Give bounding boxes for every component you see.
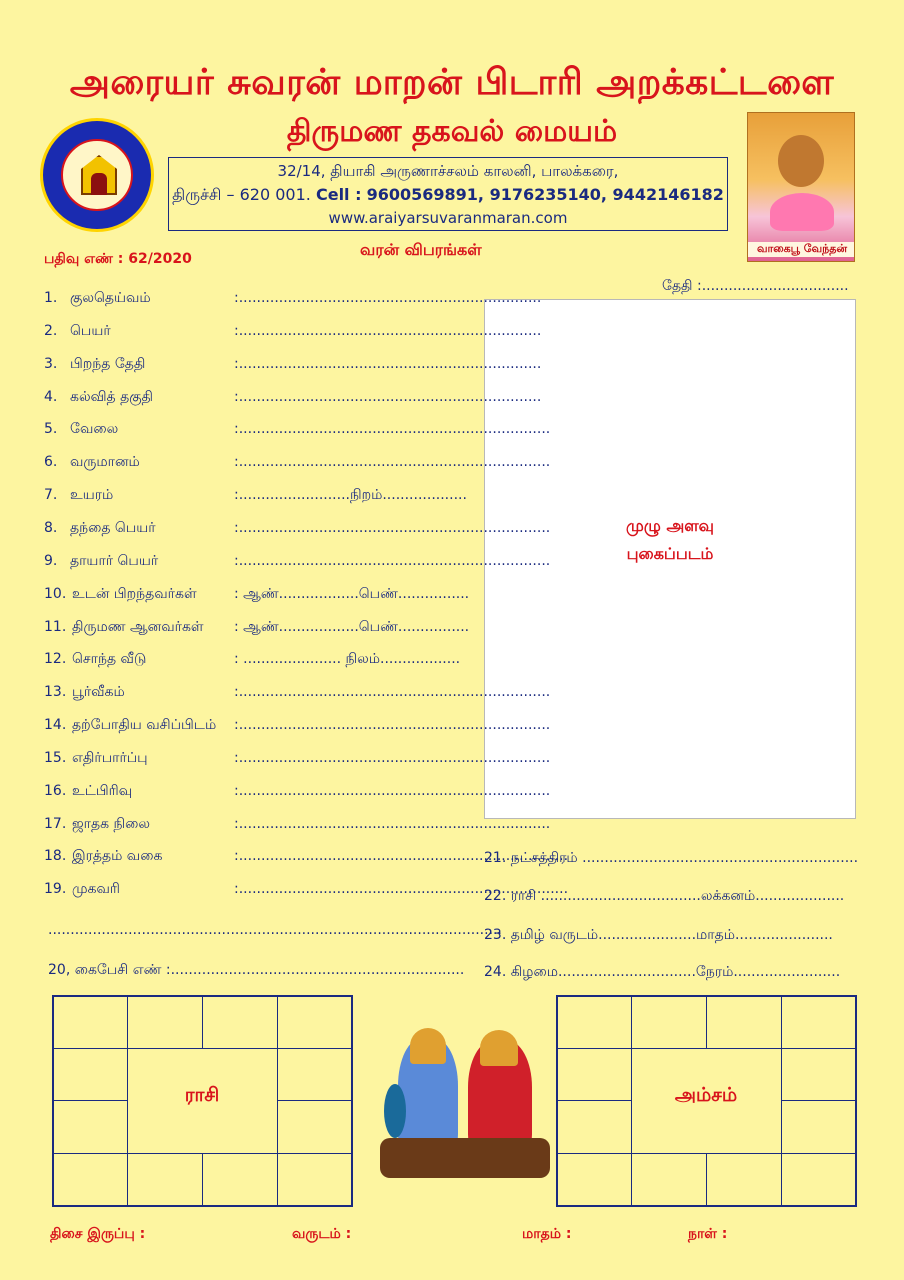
form-row[interactable] (44, 881, 569, 901)
field-number: 2. (44, 322, 58, 339)
trust-name: அரையர் சுவரன் மாறன் பிடாரி அறக்கட்டளை (69, 62, 835, 103)
field-value-line[interactable]: :...................................................................... (234, 749, 551, 766)
field-number: 13. (44, 684, 67, 701)
form-row[interactable] (44, 552, 551, 573)
field-number: 6. (44, 454, 58, 471)
form-row[interactable] (44, 454, 551, 474)
field-label: உடன் பிறந்தவர்கள் (72, 585, 197, 602)
section-title: வரன் விபரங்கள் (360, 240, 482, 259)
field-number: 14. (44, 717, 67, 734)
footer-day: நாள் : (688, 1226, 728, 1242)
cell-numbers: 9600569891, 9176235140, 9442146182 (366, 185, 724, 204)
chart-cell (557, 1048, 632, 1101)
field-value-line[interactable]: : ஆண்..................பெண்................ (234, 618, 470, 635)
field-number: 3. (44, 355, 58, 372)
field-number: 10. (44, 585, 67, 602)
deity-image (747, 112, 855, 262)
rasi-label: ராசி (184, 1084, 220, 1106)
address-line: 32/14, தியாகி அருணாச்சலம் காலனி, பாலக்கரை, (277, 162, 619, 180)
field-value-line[interactable]: :...................................................................... (234, 815, 551, 832)
form-row[interactable] (44, 782, 551, 803)
chart-cell (631, 1153, 707, 1206)
field-star[interactable]: 21. நட்சத்திரம் .............................................................. (484, 850, 859, 866)
form-row[interactable] (44, 487, 484, 507)
website[interactable]: www.araiyarsuvaranmaran.com (328, 209, 568, 227)
field-label: திருமண ஆனவர்கள் (72, 618, 204, 635)
chart-cell (557, 996, 632, 1049)
chart-cell (781, 1153, 856, 1206)
field-label: குலதெய்வம் (70, 290, 151, 306)
field-number: 16. (44, 782, 67, 799)
form-row[interactable] (44, 586, 484, 606)
chart-cell (277, 1048, 352, 1101)
field-number: 8. (44, 519, 58, 536)
deity-couple-image (380, 1028, 550, 1178)
field-value-line[interactable]: :.................................................................... (234, 355, 542, 372)
trust-logo-icon (40, 118, 154, 232)
field-value-line[interactable]: :.......................................................................... (234, 848, 569, 865)
form-row[interactable] (44, 355, 542, 376)
field-tamil-year[interactable]: 23. தமிழ் வருடம்......................மாதம்...................... (484, 927, 833, 943)
field-number: 11. (44, 618, 67, 635)
deity-caption: வாகைபூ வேந்தன் (748, 242, 855, 257)
form-row[interactable] (44, 519, 551, 540)
center-name: திருமண தகவல் மையம் (286, 114, 618, 149)
field-weekday[interactable]: 24. கிழமை...............................நேரம்........................ (484, 964, 841, 980)
address-blank-line[interactable]: ...................................................................................................... (48, 922, 502, 938)
field-number: 5. (44, 421, 58, 438)
field-value-line[interactable]: :.........................நிறம்................... (234, 487, 467, 504)
field-number: 19. (44, 881, 67, 898)
field-label: உட்பிரிவு (72, 782, 133, 799)
chart-cell (557, 1153, 632, 1206)
chart-cell (53, 1100, 128, 1154)
form-row[interactable] (44, 619, 484, 639)
photo-label-1: முழு அளவு (626, 516, 714, 535)
amsam-label: அம்சம் (674, 1084, 738, 1106)
field-value-line[interactable]: :.................................................................... (234, 290, 542, 306)
chart-cell (277, 1153, 352, 1206)
field-label: பூர்வீகம் (72, 684, 125, 701)
amsam-chart (556, 995, 857, 1207)
field-value-line[interactable]: :...................................................................... (234, 684, 551, 701)
chart-cell (127, 996, 203, 1049)
phone-field[interactable]: 20, கைபேசி எண் :.................................................................. (48, 962, 465, 978)
field-number: 15. (44, 749, 67, 766)
chart-cell (53, 996, 128, 1049)
chart-cell (127, 1153, 203, 1206)
field-label: தந்தை பெயர் (70, 519, 156, 536)
form-row[interactable] (44, 421, 551, 441)
date-field[interactable]: தேதி :................................. (662, 278, 849, 294)
chart-cell (781, 1100, 856, 1154)
field-value-line[interactable]: :...................................................................... (234, 782, 551, 799)
field-label: இரத்தம் வகை (72, 848, 163, 865)
field-number: 18. (44, 848, 67, 865)
address-city: திருச்சி – 620 001. (172, 185, 311, 204)
field-value-line[interactable]: :...................................................................... (234, 421, 551, 438)
form-row[interactable] (44, 684, 551, 704)
field-label: வேலை (70, 421, 119, 438)
rasi-chart (52, 995, 353, 1207)
field-number: 12. (44, 651, 67, 668)
chart-cell (277, 996, 352, 1049)
form-row[interactable] (44, 717, 551, 737)
field-label: எதிர்பார்ப்பு (72, 749, 148, 766)
field-label: பெயர் (70, 322, 111, 339)
field-value-line[interactable]: :.................................................................... (234, 388, 542, 405)
chart-cell (202, 996, 278, 1049)
field-label: வருமானம் (70, 454, 140, 471)
chart-cell (706, 1153, 782, 1206)
field-number: 7. (44, 487, 58, 504)
field-value-line[interactable]: :...................................................................... (234, 519, 551, 536)
field-value-line[interactable]: :.................................................................... (234, 322, 542, 339)
form-row[interactable] (44, 322, 542, 343)
photo-label-2: புகைப்படம் (626, 544, 714, 563)
field-value-line[interactable]: : ஆண்..................பெண்................ (234, 585, 470, 602)
field-label: ஜாதக நிலை (72, 815, 150, 832)
field-value-line[interactable]: : ...................... நிலம்.................. (234, 651, 461, 668)
chart-cell (781, 996, 856, 1049)
form-row[interactable] (44, 848, 569, 868)
field-number: 17. (44, 815, 67, 832)
chart-cell (53, 1048, 128, 1101)
field-label: தாயார் பெயர் (70, 552, 159, 569)
field-value-line[interactable]: :...................................................................... (234, 552, 551, 569)
field-label: கல்வித் தகுதி (70, 388, 154, 405)
chart-cell (631, 996, 707, 1049)
footer-year: வருடம் : (292, 1226, 352, 1242)
form-row[interactable] (44, 651, 484, 671)
field-label: தற்போதிய வசிப்பிடம் (72, 717, 217, 734)
chart-cell (781, 1048, 856, 1101)
field-label: உயரம் (70, 487, 114, 504)
chart-cell (277, 1100, 352, 1154)
form-row[interactable] (44, 388, 542, 409)
field-label: சொந்த வீடு (72, 651, 147, 668)
field-value-line[interactable]: :...................................................................... (234, 454, 551, 471)
field-label: முகவரி (72, 881, 120, 898)
field-number: 9. (44, 552, 58, 569)
field-number: 1. (44, 290, 58, 306)
field-number: 4. (44, 388, 58, 405)
field-rasi[interactable]: 22. ராசி ....................................லக்கனம்.................... (484, 888, 845, 904)
chart-cell (53, 1153, 128, 1206)
form-row[interactable] (44, 749, 551, 770)
form-row[interactable] (44, 290, 542, 310)
chart-cell (706, 996, 782, 1049)
registration-number: பதிவு எண் : 62/2020 (44, 251, 192, 267)
address-contact (169, 185, 727, 206)
dasa-balance: திசை இருப்பு : (50, 1226, 146, 1242)
chart-cell (202, 1153, 278, 1206)
cell-label: Cell : (315, 185, 362, 204)
chart-cell (557, 1100, 632, 1154)
footer-month: மாதம் : (522, 1226, 572, 1242)
field-value-line[interactable]: :...................................................................... (234, 717, 551, 734)
address-box (168, 157, 728, 231)
field-value-line[interactable]: :.......................................................................... (234, 881, 569, 898)
form-row[interactable] (44, 815, 551, 836)
field-label: பிறந்த தேதி (70, 355, 146, 372)
